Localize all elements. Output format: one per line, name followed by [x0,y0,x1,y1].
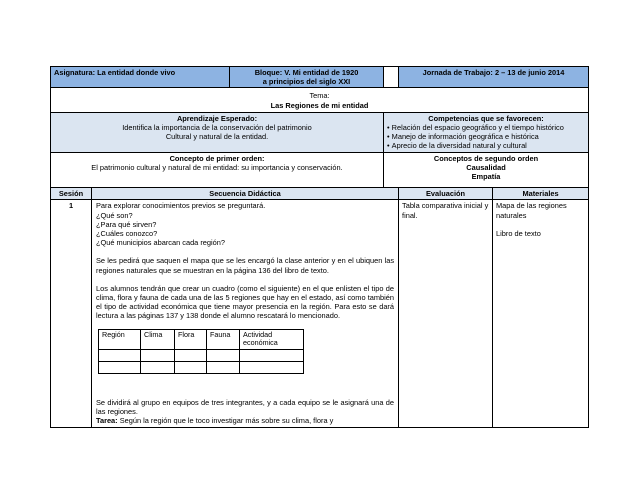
concepto-primer-text: El patrimonio cultural y natural de mi entidad: su importancia y conservación. [91,162,343,172]
materiales-item: Mapa de las regiones naturales [496,201,567,220]
regions-table [98,329,304,374]
bloque-line2: a principios del siglo XXI [262,77,351,87]
asignatura-text: Asignatura: La entidad donde vivo [54,68,176,77]
competencia-item: • Relación del espacio geográfico y el tiempo histórico [387,123,585,132]
col-materiales: Materiales [493,188,589,200]
regions-col-flora: Flora [175,329,207,349]
regions-table-row [99,361,304,373]
jornada-cell [399,67,589,88]
question: ¿Qué son? [96,210,133,220]
aprendizaje-title: Aprendizaje Esperado: [176,113,258,123]
bloque-line1: Bloque: V. Mi entidad de 1920 [254,68,359,77]
tema-value: Las Regiones de mi entidad [270,100,369,110]
tema-cell [51,88,589,112]
evaluacion-cell [399,200,493,428]
concepto-segundo-item: Empatía [471,172,501,182]
header-row [51,67,589,88]
lesson-plan-page [50,66,588,428]
aprendizaje-text [54,123,380,132]
evaluacion-text: Tabla comparativa inicial y final. [402,201,489,220]
asignatura-cell [51,67,230,88]
secuencia-cell [92,200,399,428]
intro-text: Para explorar conocimientos previos se preguntará. [96,201,266,211]
competencias-title: Competencias que se favorecen: [428,113,544,123]
tarea-text: Según la región que le toco investigar más sobre su clima, flora y [117,416,334,426]
col-sesion: Sesión [51,188,92,200]
aprendizaje-text-a: Identifica la importancia [122,123,202,133]
regions-col-clima: Clima [141,329,175,349]
concepto-primer-cell [51,152,384,188]
question: ¿Cuáles conozco? [96,229,158,239]
aprendizaje-text-c: Cultural y natural de la entidad. [165,132,269,142]
session-number: 1 [51,200,92,428]
aprendizaje-text-de: de [201,123,210,133]
intro-block [96,201,394,247]
paragraph-map: Se les pedirá que saquen el mapa que se les encargó la clase anterior y en el ubiquen las regiones naturales que se muestran en la página 136 del libro de texto. [96,256,395,275]
lesson-plan-table [50,66,589,428]
competencias-list [387,123,585,151]
session-row [51,200,589,428]
concepto-segundo-item: Causalidad [466,162,506,172]
tema-label: Tema: [309,91,330,101]
materiales-cell [493,200,589,428]
regions-col-actividad: Actividad económica [240,329,304,349]
aprendizaje-competencias-row [51,112,589,152]
concepto-segundo-title: Conceptos de segundo orden [433,153,539,163]
tarea-line [96,416,394,425]
concepto-primer-title: Concepto de primer orden: [169,153,265,163]
paragraph-chart: Los alumnos tendrán que crear un cuadro (como el siguiente) en el que enlisten el tipo de clima, flora y fauna de cada una de las 5 regiones que hay en el estado, así como también el tipo de actividad económica que tiene mayor presencia en la región. Para esto se dará lectura a las páginas 137 y 138 donde el alumno rescatará lo mencionado. [96,283,395,321]
jornada-text: Jornada de Trabajo: 2 – 13 de junio 2014 [422,68,565,77]
aprendizaje-text-b: la conservación del patrimonio [209,123,312,133]
tema-row [51,88,589,112]
bloque-cell [230,67,384,88]
question: ¿Para qué sirven? [96,219,157,229]
competencias-cell [384,112,589,152]
conceptos-row [51,152,589,188]
competencia-item: • Aprecio de la diversidad natural y cultural [387,141,585,150]
regions-table-row [99,349,304,361]
col-evaluacion: Evaluación [399,188,493,200]
col-secuencia: Secuencia Didáctica [92,188,399,200]
paragraph-teams: Se dividirá al grupo en equipos de tres integrantes, y a cada equipo se le asignará una de las regiones. [96,397,395,417]
regions-table-header [99,329,304,349]
materiales-item: Libro de texto [496,228,541,238]
concepto-segundo-cell [384,152,589,188]
regions-col-region: Región [99,329,141,349]
tarea-label: Tarea: [96,416,118,426]
competencia-item: • Manejo de información geográfica e histórica [387,132,585,141]
regions-col-fauna: Fauna [207,329,240,349]
header-spacer-cell [384,67,399,88]
aprendizaje-cell [51,112,384,152]
column-header-row [51,188,589,200]
question: ¿Qué municipios abarcan cada región? [96,238,226,248]
